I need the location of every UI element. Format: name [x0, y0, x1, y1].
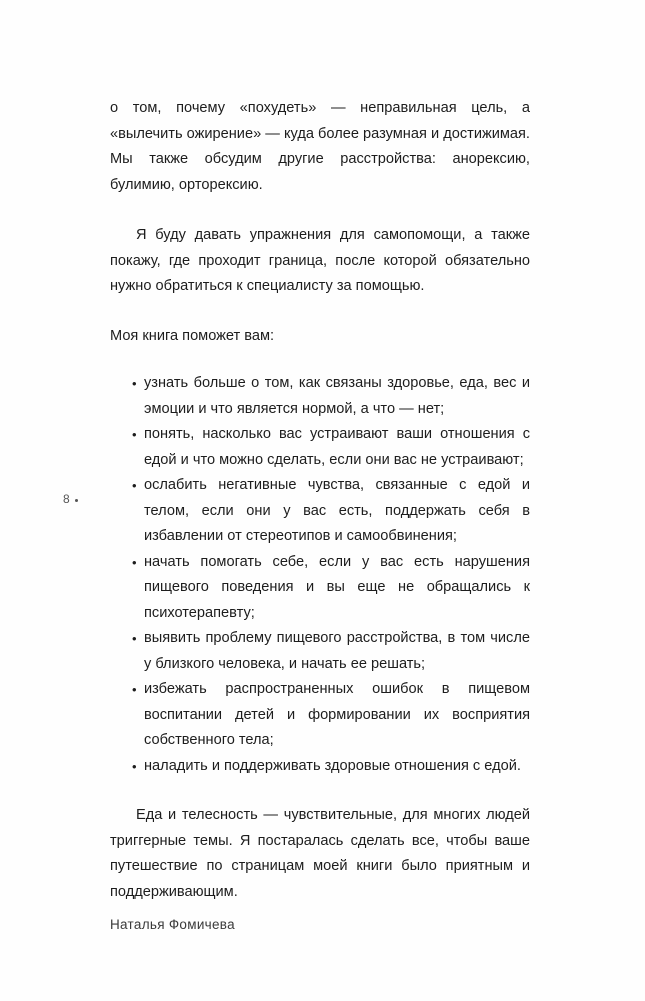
spacer — [110, 779, 530, 803]
list-intro: Моя книга поможет вам: — [110, 327, 275, 344]
list-item: • начать помогать себе, если у вас есть нарушения пищевого поведения и вы еще не обращались к психотерапевту; — [132, 550, 530, 627]
list-item: • избежать распространенных ошибок в пищевом воспитании детей и формировании их восприятия собственного тела; — [132, 677, 530, 754]
spacer — [110, 198, 530, 223]
paragraph-closing: Еда и телесность — чувствительные, для многих людей триггерные темы. Я постаралась сделать все, чтобы ваше путешествие по страницам моей книги было приятным и поддерживающим. — [110, 807, 530, 900]
page-number-dot-icon — [75, 499, 78, 502]
spacer — [110, 349, 530, 371]
list-item: • наладить и поддерживать здоровые отношения с едой. — [132, 754, 530, 780]
spacer — [110, 300, 530, 324]
list-item: • понять, насколько вас устраивают ваши отношения с едой и что можно сделать, если они вас не устраивают; — [132, 422, 530, 473]
paragraph-exercises: Я буду давать упражнения для самопомощи, а также покажу, где проходит граница, после которой обязательно нужно обратиться к специалисту за помощью. — [110, 227, 530, 294]
running-footer-author: Наталья Фомичева — [110, 917, 235, 932]
page-number-value: 8 — [63, 492, 71, 506]
page-content — [110, 96, 530, 905]
list-item: • выявить проблему пищевого расстройства, в том числе у близкого человека, и начать ее решать; — [132, 626, 530, 677]
list-item: • узнать больше о том, как связаны здоровье, еда, вес и эмоции и что является нормой, а что — нет; — [132, 371, 530, 422]
list-item: • ослабить негативные чувства, связанные с едой и телом, если они у вас есть, поддержать себя в избавлении от стереотипов и самообвинения; — [132, 473, 530, 550]
benefits-list — [110, 371, 530, 779]
page-number — [63, 492, 78, 506]
paragraph-continuation: о том, почему «похудеть» — неправильная цель, а «вылечить ожирение» — куда более разумная и достижимая. Мы также обсудим другие расстройства: анорексию, булимию, орторексию. — [110, 100, 530, 193]
